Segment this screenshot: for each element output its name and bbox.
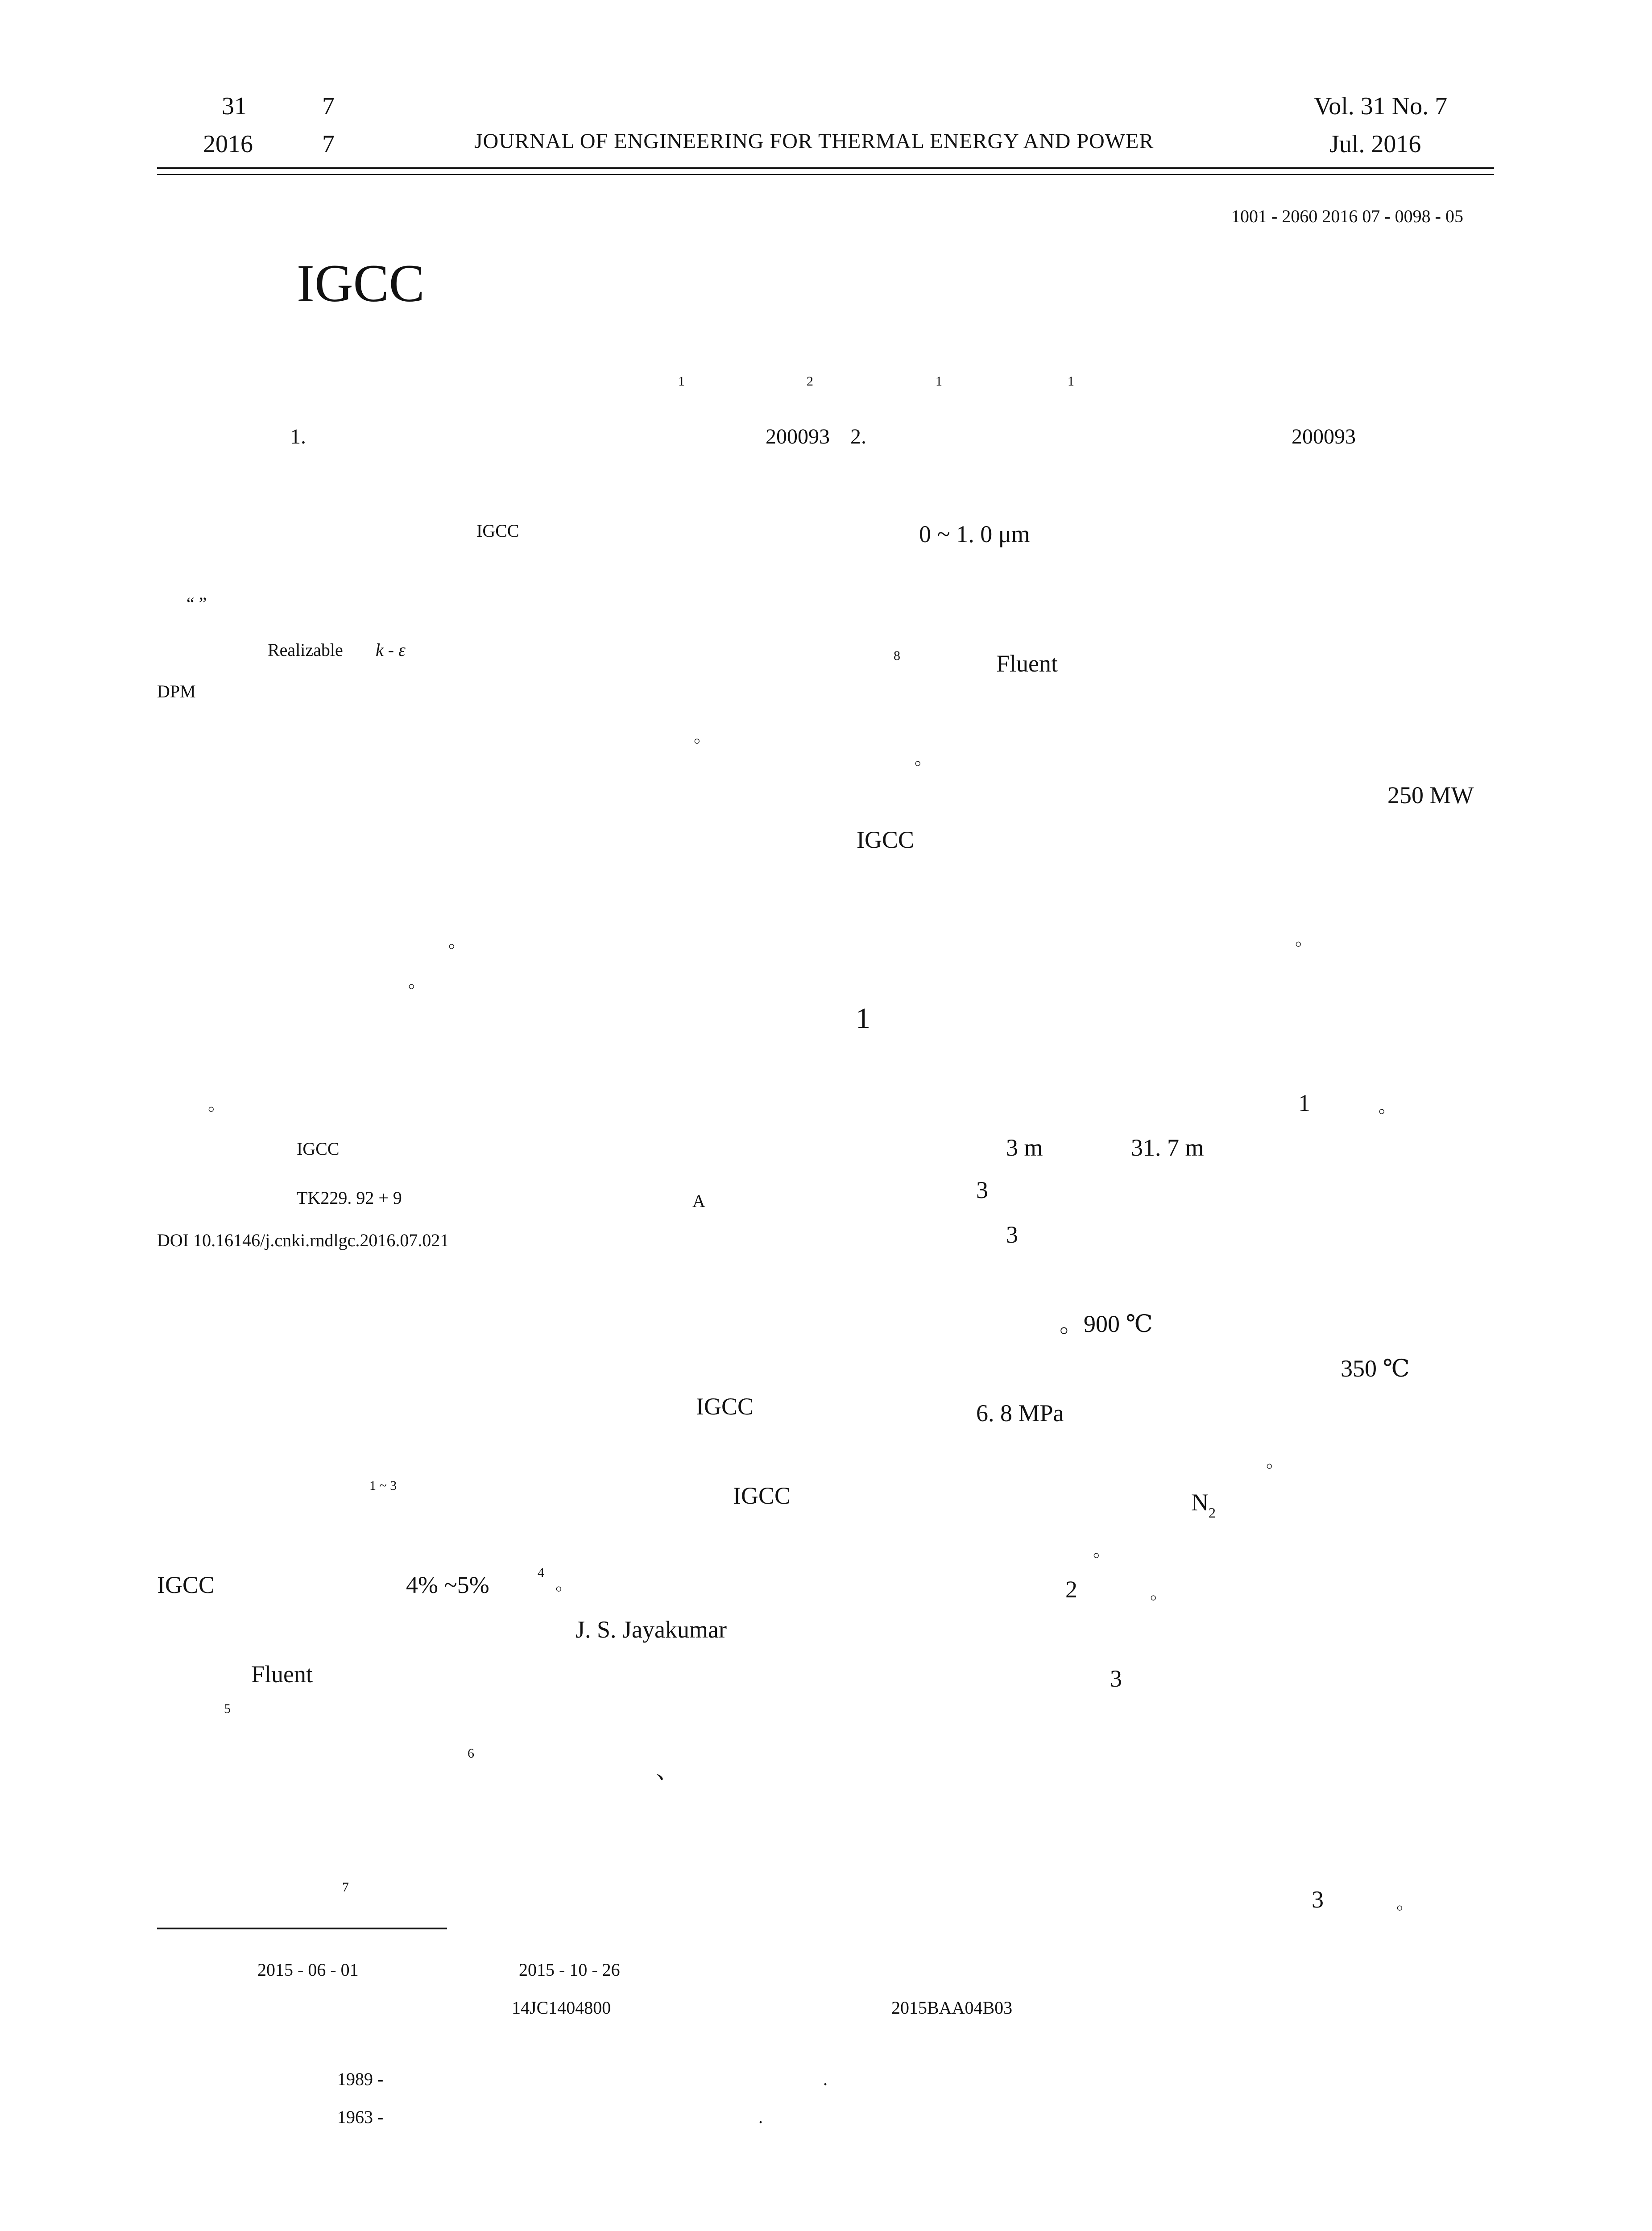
left-period-c: 。 [208, 1094, 226, 1114]
ref-5: 5 [224, 1701, 231, 1716]
figure-1-ref: 1 [1298, 1090, 1310, 1116]
pressure: 6. 8 MPa [976, 1400, 1064, 1427]
intro-igcc-3: IGCC [157, 1572, 215, 1598]
author-1-birth-year: 1989 - [337, 2069, 384, 2089]
fund-number-1: 14JC1404800 [512, 1998, 611, 2018]
author-sup-2: 2 [807, 374, 813, 389]
abstract-k-epsilon: k - ε [376, 640, 406, 660]
abstract-quotes: “ ” [186, 593, 207, 614]
affiliation-2-zip: 200093 [1292, 425, 1356, 448]
dimension-height: 31. 7 m [1131, 1134, 1204, 1161]
enumeration-comma: 、 [656, 1757, 680, 1783]
right-igcc: IGCC [857, 826, 915, 853]
revised-date: 2015 - 10 - 26 [519, 1960, 620, 1980]
ref-6: 6 [468, 1746, 474, 1761]
ref-4: 4 [538, 1565, 544, 1580]
article-id: 1001 - 2060 2016 07 - 0098 - 05 [1231, 206, 1463, 226]
section-heading-1: 1 [856, 1002, 870, 1035]
number-3-b: 3 [1006, 1221, 1018, 1248]
ref-1-3: 1 ~ 3 [369, 1478, 397, 1493]
ref-7: 7 [342, 1880, 349, 1895]
right-period-4: 。 [1093, 1540, 1111, 1560]
left-period-a: 。 [448, 931, 466, 951]
received-date: 2015 - 06 - 01 [257, 1960, 359, 1980]
number-3-c: 3 [1110, 1665, 1122, 1692]
author-sup-1: 1 [678, 374, 685, 389]
temperature-900: 。900 ℃ [1060, 1310, 1153, 1337]
dimension-diameter: 3 m [1006, 1134, 1043, 1161]
number-3-a: 3 [976, 1177, 988, 1203]
nitrogen-symbol [1191, 1489, 1216, 1521]
abstract-ref-8: 8 [894, 648, 900, 663]
abstract-igcc: IGCC [476, 521, 519, 541]
header-rule-top [157, 167, 1494, 169]
abstract-dpm: DPM [157, 681, 196, 701]
efficiency-percent: 4% ~5% [406, 1572, 489, 1598]
header-month-cn: 7 [322, 130, 335, 158]
doi: DOI 10.16146/j.cnki.rndlgc.2016.07.021 [157, 1230, 449, 1250]
abstract-period-2: 。 [915, 748, 932, 768]
right-period: 。 [1295, 929, 1313, 949]
header-rule-bottom [157, 174, 1494, 175]
intro-fluent: Fluent [251, 1661, 313, 1688]
left-period-b: 。 [408, 971, 426, 991]
intro-igcc-1: IGCC [696, 1393, 754, 1420]
intro-igcc-2: IGCC [733, 1482, 791, 1509]
figure-1-period: 。 [1379, 1096, 1396, 1116]
affiliation-1-prefix: 1. [290, 425, 306, 448]
author-sup-3: 1 [936, 374, 942, 389]
nitrogen-n: N [1191, 1489, 1209, 1516]
author-jayakumar: J. S. Jayakumar [576, 1616, 727, 1643]
affiliation-2-prefix: 2. [850, 425, 866, 448]
abstract-particle-range: 0 ~ 1. 0 μm [919, 521, 1030, 547]
header-date-en: Jul. 2016 [1329, 130, 1421, 158]
author-2-birth-year: 1963 - [337, 2107, 384, 2127]
keywords-igcc: IGCC [297, 1139, 340, 1159]
affiliation-1-zip: 200093 [766, 425, 830, 448]
clc-number: TK229. 92 + 9 [297, 1188, 402, 1208]
footnote-rule [157, 1928, 447, 1929]
header-volume-cn: 31 [222, 92, 247, 120]
author-sup-4: 1 [1068, 374, 1074, 389]
header-volume-en: Vol. 31 No. 7 [1314, 92, 1448, 120]
abstract-period-1: 。 [694, 726, 712, 746]
page-title: IGCC [297, 253, 425, 313]
author-2-period: . [758, 2107, 763, 2127]
nitrogen-subscript: 2 [1209, 1505, 1216, 1521]
number-3-d-period: 。 [1396, 1893, 1414, 1913]
number-3-d: 3 [1312, 1886, 1324, 1913]
abstract-fluent: Fluent [996, 650, 1058, 677]
ref-4-period: 。 [555, 1574, 573, 1594]
journal-name: JOURNAL OF ENGINEERING FOR THERMAL ENERGY AND POWER [474, 129, 1154, 153]
power-rating: 250 MW [1387, 782, 1474, 809]
header-year-cn: 2016 [203, 130, 253, 158]
abstract-model-name: Realizable [268, 640, 343, 660]
right-period-3: 。 [1266, 1451, 1284, 1471]
figure-2-ref: 2 [1065, 1576, 1077, 1603]
author-1-period: . [823, 2069, 828, 2089]
figure-2-period: 。 [1150, 1583, 1168, 1603]
temperature-350: 350 ℃ [1341, 1355, 1410, 1382]
header-issue-cn: 7 [322, 92, 335, 120]
fund-number-2: 2015BAA04B03 [891, 1998, 1013, 2018]
document-code: A [692, 1191, 705, 1211]
